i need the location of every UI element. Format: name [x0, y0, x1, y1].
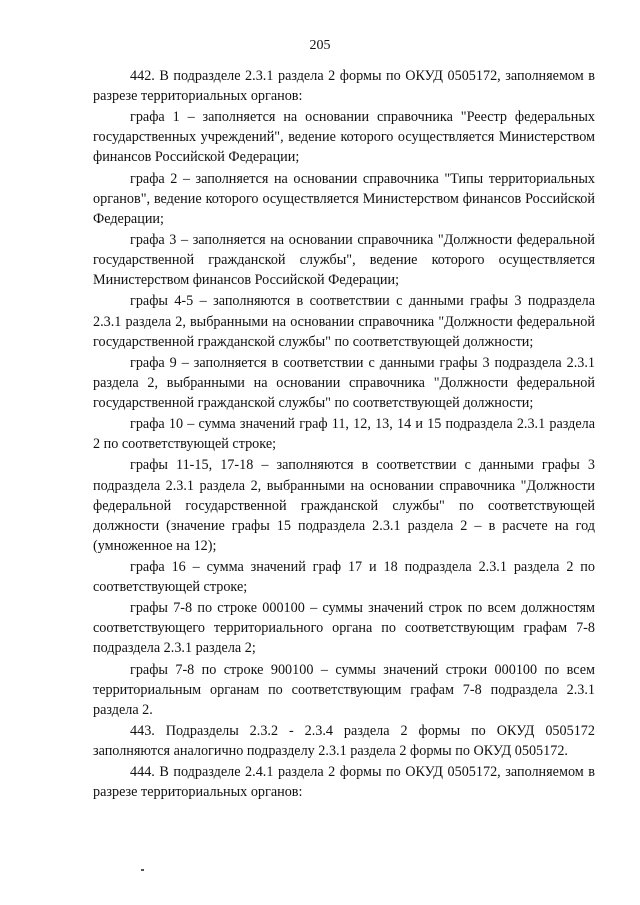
scan-speck: [141, 869, 144, 871]
paragraph-grafa-16: графа 16 – сумма значений граф 17 и 18 подраздела 2.3.1 раздела 2 по соответствующей строке;: [93, 559, 595, 596]
paragraph-grafy-11-15-17-18: графы 11-15, 17-18 – заполняются в соответствии с данными графы 3 подраздела 2.3.1 раздела 2, выбранными на основании справочника "Должности федеральной государственной гражданской службы" по соответствующей должности (значение графы 15 подраздела 2.3.1 раздела 2 – в расчете на год (умноженное на 12);: [93, 457, 595, 554]
paragraph-grafy-7-8-900100: графы 7-8 по строке 900100 – суммы значений строки 000100 по всем территориальным органам по соответствующим графам 7-8 подраздела 2.3.1 раздела 2.: [93, 661, 595, 718]
paragraph-444: 444. В подразделе 2.4.1 раздела 2 формы по ОКУД 0505172, заполняемом в разрезе территориальных органов:: [93, 764, 595, 801]
document-body: [93, 66, 595, 804]
paragraph-grafa-2: графа 2 – заполняется на основании справочника "Типы территориальных органов", ведение которого осуществляется Министерством финансов Российской Федерации;: [93, 170, 595, 227]
paragraph-grafa-3: графа 3 – заполняется на основании справочника "Должности федеральной государственной гражданской службы", ведение которого осуществляется Министерством финансов Российской Федерации;: [93, 232, 595, 289]
paragraph-grafy-4-5: графы 4-5 – заполняются в соответствии с данными графы 3 подраздела 2.3.1 раздела 2, выбранными на основании справочника "Должности федеральной государственной гражданской службы" по соответствующей должности;: [93, 293, 595, 350]
paragraph-grafa-9: графа 9 – заполняется в соответствии с данными графы 3 подраздела 2.3.1 раздела 2, выбранными на основании справочника "Должности федеральной государственной гражданской службы" по соответствующей должности;: [93, 354, 595, 411]
paragraph-442: 442. В подразделе 2.3.1 раздела 2 формы по ОКУД 0505172, заполняемом в разрезе территориальных органов:: [93, 68, 595, 105]
paragraph-443: 443. Подразделы 2.3.2 - 2.3.4 раздела 2 формы по ОКУД 0505172 заполняются аналогично подразделу 2.3.1 раздела 2 формы по ОКУД 0505172.: [93, 723, 595, 760]
paragraph-grafa-1: графа 1 – заполняется на основании справочника "Реестр федеральных государственных учреждений", ведение которого осуществляется Министерством финансов Российской Федерации;: [93, 109, 595, 166]
paragraph-grafa-10: графа 10 – сумма значений граф 11, 12, 13, 14 и 15 подраздела 2.3.1 раздела 2 по соответствующей строке;: [93, 416, 595, 453]
page-number: 205: [309, 38, 331, 53]
paragraph-grafy-7-8-000100: графы 7-8 по строке 000100 – суммы значений строк по всем должностям соответствующего территориального органа по соответствующим графам 7-8 подраздела 2.3.1 раздела 2;: [93, 600, 595, 657]
